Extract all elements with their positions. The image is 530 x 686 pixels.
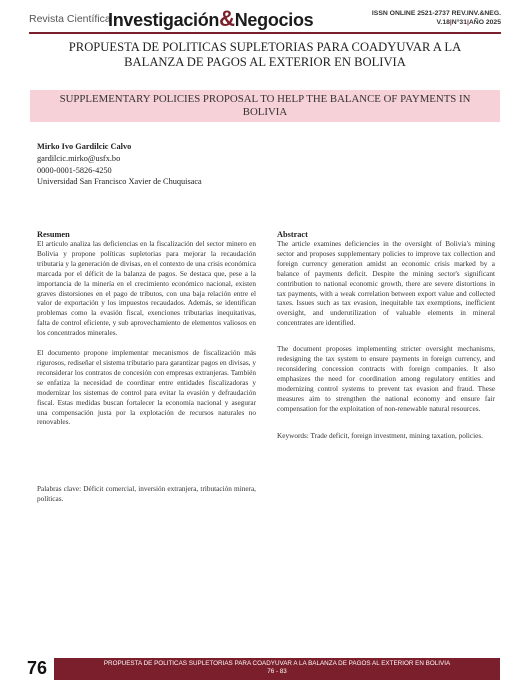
resumen-column	[37, 229, 256, 505]
author-name: Mirko Ivo Gardilcic Calvo	[37, 142, 132, 151]
issn-info	[372, 9, 501, 27]
issn-separator: |	[449, 19, 452, 26]
author-affiliation: Universidad San Francisco Xavier de Chuquisaca	[37, 177, 202, 187]
running-title: PROPUESTA DE POLITICAS SUPLETORIAS PARA COADYUVAR A LA BALANZA DE PAGOS AL EXTERIOR EN BOLIVIA	[103, 660, 451, 667]
journal-name-part-2: Negocios	[234, 10, 314, 30]
footer-running-title	[54, 660, 500, 676]
year: AÑO 2025	[468, 19, 501, 26]
volume-line	[372, 18, 501, 27]
resumen-heading: Resumen	[37, 230, 70, 239]
journal-name-part-1: Investigación	[108, 10, 220, 30]
header-rule	[29, 32, 501, 34]
volume: V.18	[436, 19, 450, 26]
issn-separator-2: |	[466, 19, 469, 26]
palabras-clave: Palabras clave: Déficit comercial, inversión extranjera, tributación minera, políticas.	[37, 485, 256, 504]
resumen-paragraph-2: El documento propone implementar mecanismos de fiscalización más rigurosos, rediseñar el sistema tributario para garantizar pagos en divisas, y reconsiderar los contratos de concesión con empresas extranjeras. También se enfatiza la necesidad de coordinar entre entidades fiscalizadoras y modernizar los sistemas de control para evitar la evasión y defraudación fiscal. Estas medidas buscan fortalecer la economía nacional y asegurar una compensación justa por la explotación de recursos naturales no renovables.	[37, 349, 256, 427]
page-range: 76 - 83	[267, 668, 287, 676]
abstract-heading: Abstract	[277, 230, 308, 239]
author-email[interactable]: gardilcic.mirko@usfx.bo	[37, 153, 121, 163]
abstract-paragraph-1: The article examines deficiencies in the oversight of Bolivia's mining sector and proposes supplementary policies to improve tax collection and foreign currency generation amidst an economic crisis marked by a balance of payments deficit. Despite the mining sector's significant contribution to national economic growth, there are severe distortions in tax payments, with a weak correlation between export value and collected taxes. Issues such as tax evasion, inequitable tax exemptions, inefficient oversight, and underutilization of valuable elements in mineral concentrates are identified.	[277, 240, 495, 328]
abstract-column	[277, 229, 495, 441]
abstract-paragraph-2: The document proposes implementing stricter oversight mechanisms, redesigning the tax system to ensure payments in foreign currency, and reconsidering concession contracts with foreign companies. It also emphasizes the need for coordination among regulatory entities and modernizing control systems to prevent tax evasion and fraud. These measures aim to strengthen the national economy and ensure fair compensation for the exploitation of non-renewable natural resources.	[277, 345, 495, 413]
author-block	[37, 141, 202, 188]
resumen-paragraph-1: El artículo analiza las deficiencias en la fiscalización del sector minero en Bolivia y propone políticas supletorias para mejorar la recaudación tributaria y la generación de divisas, en el contexto de una crisis económica marcada por el déficit de la balanza de pagos. Se destaca que, pese a la importancia de la minería en el crecimiento económico nacional, existen graves distorsiones en el pago de tributos, con una baja relación entre el valor de exportación y los impuestos recaudados. Además, se identifican problemas como la evasión fiscal, exenciones tributarias inequitativas, falta de control eficiente, y sub aprovechamiento de elementos valiosos en los concentrados minerales.	[37, 240, 256, 338]
journal-ampersand: &	[219, 6, 235, 31]
page-number: 76	[27, 658, 48, 678]
journal-prefix: Revista Científica	[29, 13, 111, 25]
keywords: Keywords: Trade deficit, foreign investment, mining taxation, policies.	[277, 431, 483, 440]
issn-line: ISSN ONLINE 2521-2737 REV.INV.&NEG.	[371, 10, 501, 17]
issue-number: N°31	[451, 19, 467, 26]
journal-name	[108, 6, 313, 32]
author-orcid[interactable]: 0000-0001-5826-4250	[37, 165, 112, 175]
title-spanish: PROPUESTA DE POLITICAS SUPLETORIAS PARA COADYUVAR A LA BALANZA DE PAGOS AL EXTERIOR EN BOLIVIA	[68, 40, 462, 69]
title-english: SUPPLEMENTARY POLICIES PROPOSAL TO HELP THE BALANCE OF PAYMENTS IN BOLIVIA	[59, 93, 471, 118]
